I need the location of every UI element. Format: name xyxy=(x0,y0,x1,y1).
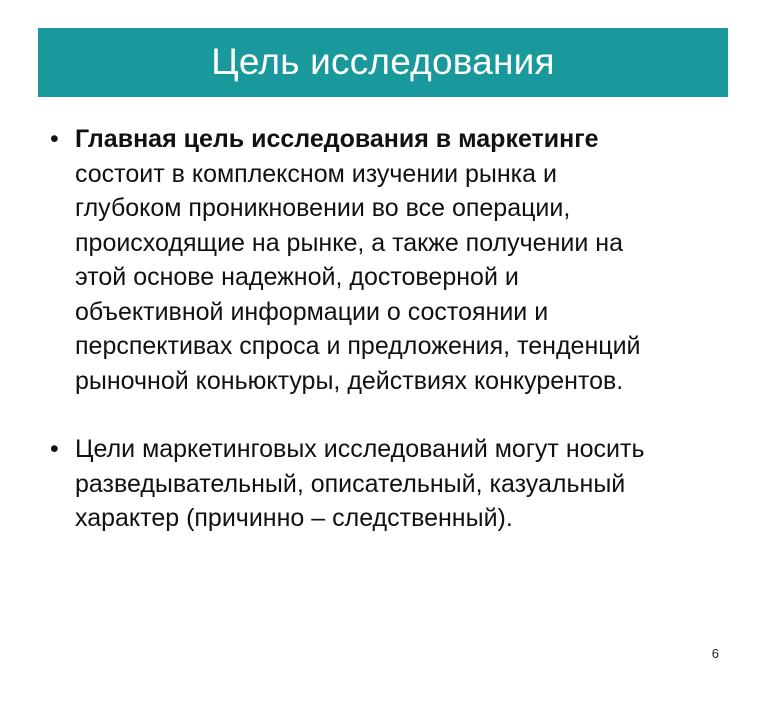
slide-title-bar xyxy=(38,28,728,97)
bullet-line: глубоком проникновении во все операции, xyxy=(75,194,571,222)
bullet-line: Цели маркетинговых исследований могут носить xyxy=(75,435,645,463)
bullet-line: разведывательный, описательный, казуальный xyxy=(75,469,626,498)
bullet-line: объективной информации о состоянии и xyxy=(75,297,549,326)
bullet-text-2 xyxy=(75,432,730,536)
bullet-lead-bold: Главная цель исследования в маркетинге xyxy=(75,125,599,153)
slide-content xyxy=(50,122,730,536)
bullet-text-1 xyxy=(75,122,730,398)
bullet-item-2 xyxy=(50,432,730,536)
bullet-line: состоит в комплексном изучении рынка и xyxy=(75,159,557,188)
bullet-line: происходящие на рынке, а также получении на xyxy=(75,228,623,257)
bullet-line: рыночной коньюктуры, действиях конкурентов. xyxy=(75,366,624,395)
bullet-line: этой основе надежной, достоверной и xyxy=(75,263,519,291)
bullet-line: характер (причинно – следственный). xyxy=(75,504,513,532)
slide-title: Цель исследования xyxy=(211,40,555,82)
bullet-item-1 xyxy=(50,122,730,398)
page-number: 6 xyxy=(711,646,719,661)
bullet-marker: • xyxy=(50,435,59,463)
bullet-line: перспективах спроса и предложения, тенденций xyxy=(75,332,641,360)
bullet-marker: • xyxy=(50,125,59,153)
